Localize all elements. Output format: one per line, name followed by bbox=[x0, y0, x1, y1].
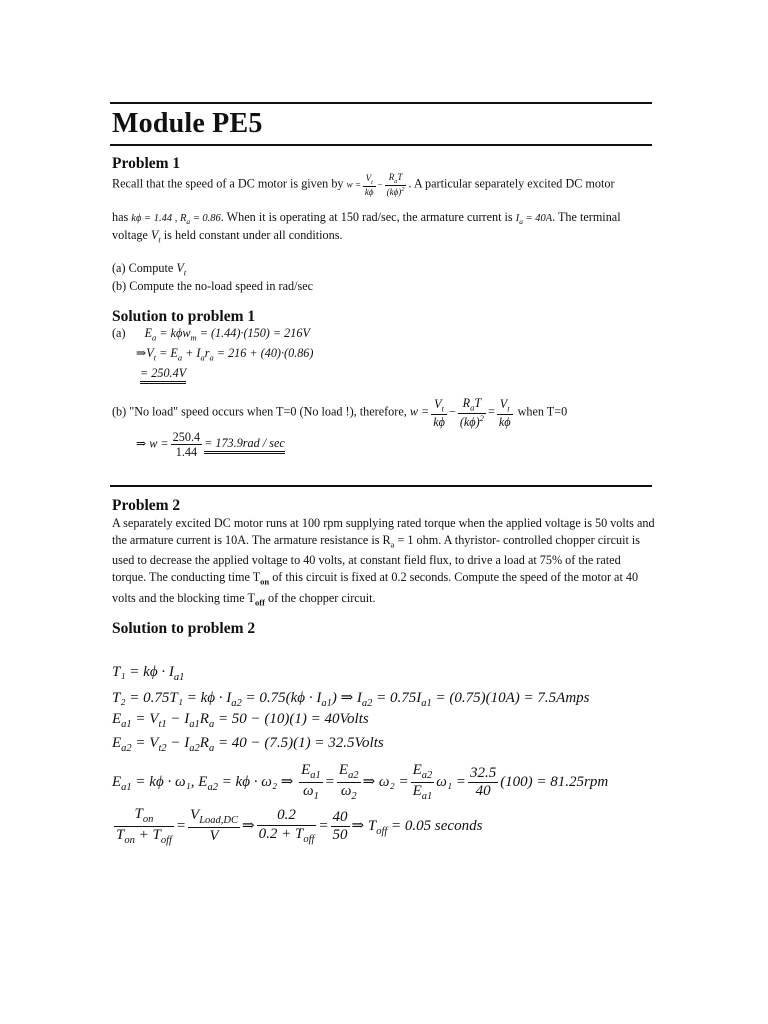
ratio-fraction-4: $\frac{32.5}{40}$ bbox=[469, 764, 497, 800]
ratio-fraction-1: $\frac{E_{a1}}{\omega_1}$ bbox=[301, 762, 321, 803]
solution1-eq2: $\Rightarrow V_t = E_a + I_ar_a = 216 + (40)\cdot(0.86)$ bbox=[136, 346, 314, 363]
problem1-voltage-line: voltage $V_t$ is held constant under all conditions. bbox=[112, 228, 343, 245]
speed-formula-fraction-1: $\frac{V_t}{k\phi}$ bbox=[364, 172, 374, 197]
noload-fraction-3: $\frac{V_t}{k\phi}$ bbox=[498, 396, 511, 429]
problem2-rule bbox=[110, 485, 652, 487]
solution1-w-result: ⇒ w = $\frac{250.4}{1.44}$ = 173.9rad / sec bbox=[136, 430, 285, 460]
problem1-params-line: has kϕ = 1.44 , $R_a = 0.86$. When it is operating at 150 rad/sec, the armature current is $I_a = 40A$. The terminal bbox=[112, 210, 621, 227]
solution2-l2: $T_2 = 0.75T_1 = k\phi \cdot I_{a2} = 0.75(k\phi \cdot I_{a1})$ ⇒ $I_{a2} = 0.75I_{a1} = (0.75)(10A)$ = 7.5Amps bbox=[112, 690, 590, 709]
solution1-eq1: (a) $E_a = k\phi w_m = (1.44)\cdot(150) = 216V$ bbox=[112, 326, 310, 343]
problem1-item-a: (a) Compute $V_t$ bbox=[112, 261, 187, 278]
problem2-text: A separately excited DC motor runs at 100 rpm supplying rated torque when the applied voltage is 50 volts and the armature current is 10A. The armature resistance is $R_a = 1$ ohm. A thyristor- controlled chopper circuit is used to decrease the applied voltage to 40 volts, at constant field flux, to drive a load at 75% of the rated torque. The conducting time $T_{on}$ of this circuit is fixed at 0.2 seconds. Compute the speed of the motor at 40 volts and the blocking time $T_{off}$ of the chopper circuit. bbox=[112, 516, 655, 608]
title-rule bbox=[110, 144, 652, 146]
solution2-l3: $E_{a1} = V_{t1} - I_{a1}R_a = 50 - (10)(1)$ = 40Volts bbox=[112, 711, 369, 730]
problem1-heading: Problem 1 bbox=[112, 155, 181, 172]
solution1-eq3: = 250.4V bbox=[140, 366, 186, 381]
ratio-fraction-3: $\frac{E_{a2}}{E_{a1}}$ bbox=[412, 762, 433, 803]
solution2-heading: Solution to problem 2 bbox=[112, 620, 256, 637]
top-rule bbox=[110, 102, 652, 104]
solution1-b-line: (b) "No load" speed occurs when T=0 (No load !), therefore, w = $\frac{V_t}{k\phi}$ − $\frac{R_aT}{(k\phi)^2}$ = $\frac{V_t}{k\phi}$ when T=0 bbox=[112, 396, 568, 430]
problem1-intro-line: Recall that the speed of a DC motor is given by w = $\frac{V_t}{k\phi}$ − $\frac{R_aT}{(k\phi)^2}$ . A particular separately excited DC motor bbox=[112, 172, 615, 198]
solution2-l5: $E_{a1} = k\phi \cdot \omega_1$, $E_{a2} = k\phi \cdot \omega_2$ ⇒ $\frac{E_{a1}}{\omega_1}$ = $\frac{E_{a2}}{\omega_2}$ ⇒ ω₂ = $\frac{E_{a2}}{E_{a1}}$ ω₁ = $\frac{32.5}{40}$ (100) = 81.25rpm bbox=[112, 762, 609, 803]
toff-fraction-2: $\frac{V_{Load,DC}}{V}$ bbox=[190, 807, 239, 845]
problem1-item-b: (b) Compute the no-load speed in rad/sec bbox=[112, 279, 314, 293]
noload-fraction-1: $\frac{V_t}{k\phi}$ bbox=[433, 396, 445, 429]
toff-fraction-4: $\frac{40}{50}$ bbox=[332, 808, 348, 844]
solution1-heading: Solution to problem 1 bbox=[112, 308, 256, 325]
noload-fraction-2: $\frac{R_aT}{(k\phi)^2}$ bbox=[459, 396, 484, 430]
speed-formula-fraction-2: $\frac{R_aT}{(k\phi)^2}$ bbox=[386, 172, 405, 198]
solution2-l6: $\frac{T_{on}}{T_{on} + T_{off}}$ = $\frac{V_{Load,DC}}{V}$ ⇒ $\frac{0.2}{0.2 + T_{off}}$ = $\frac{40}{50}$ ⇒ $T_{off} = 0.05$ seconds bbox=[116, 806, 483, 847]
ratio-fraction-2: $\frac{E_{a2}}{\omega_2}$ bbox=[338, 762, 359, 803]
page-title: Module PE5 bbox=[112, 108, 263, 139]
solution2-l1: $T_1 = k\phi \cdot I_{a1}$ bbox=[112, 664, 185, 683]
problem2-heading: Problem 2 bbox=[112, 497, 181, 514]
w-result-fraction: $\frac{250.4}{1.44}$ bbox=[172, 430, 201, 460]
toff-fraction-1: $\frac{T_{on}}{T_{on} + T_{off}}$ bbox=[116, 806, 172, 847]
toff-fraction-3: $\frac{0.2}{0.2 + T_{off}}$ bbox=[258, 807, 315, 845]
solution2-l4: $E_{a2} = V_{t2} - I_{a2}R_a = 40 - (7.5)(1)$ = 32.5Volts bbox=[112, 735, 384, 754]
